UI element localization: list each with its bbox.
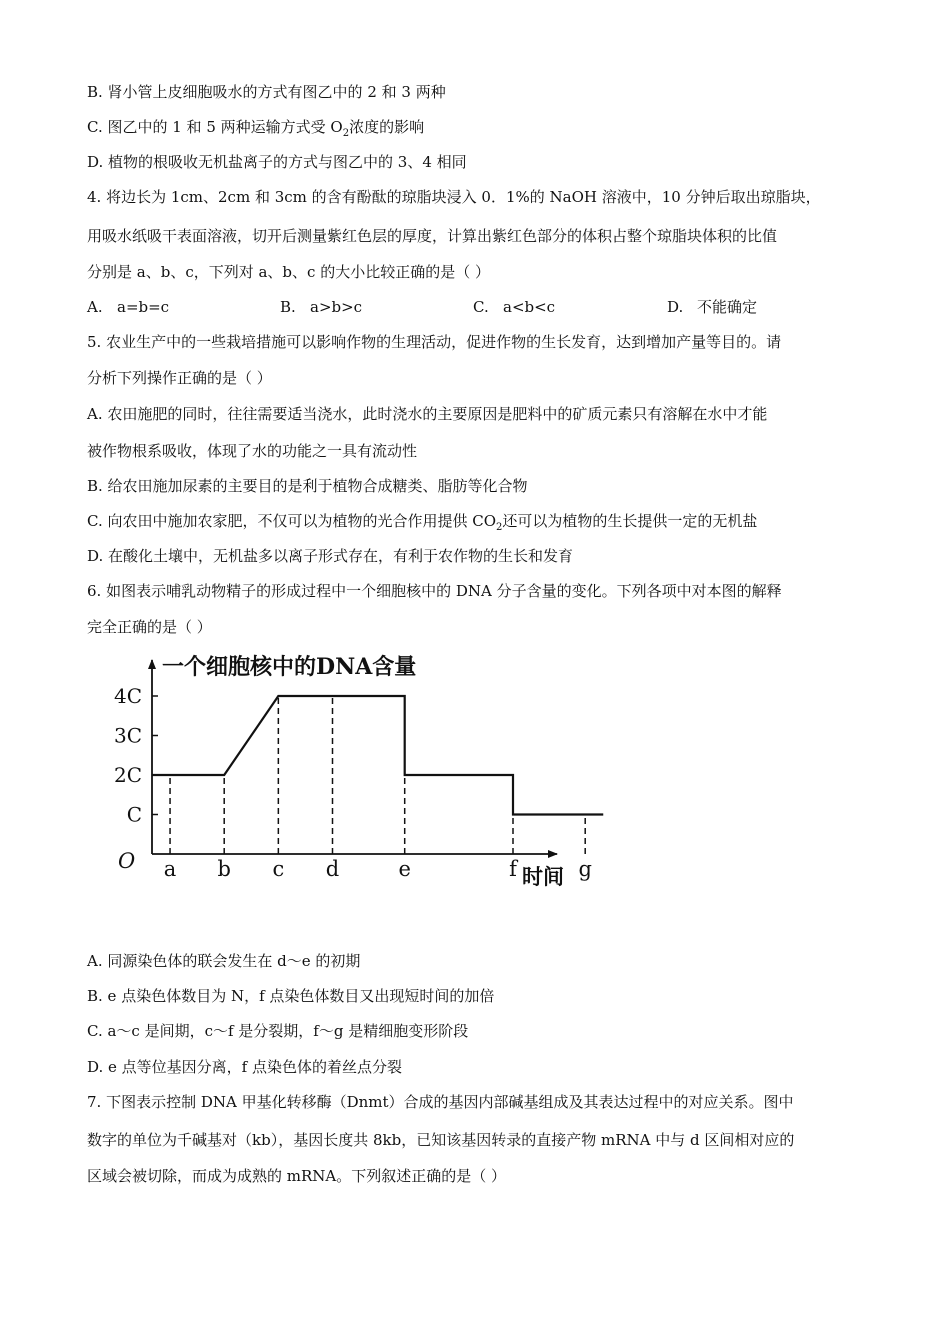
- x-axis-label: 时间: [522, 864, 564, 889]
- y-tick-label-2C: 2C: [113, 763, 142, 787]
- q4-option-d-label: D.: [667, 298, 684, 316]
- q4-option-c-text: a<b<c: [503, 298, 556, 316]
- q4-option-d: [667, 297, 757, 317]
- q4-stem-line3: 分别是 a、b、c，下列对 a、b、c 的大小比较正确的是（ ）: [87, 263, 490, 281]
- q4-stem-line1: 4. 将边长为 1cm、2cm 和 3cm 的含有酚酞的琼脂块浸入 0．1%的 NaOH 溶液中，10 分钟后取出琼脂块，: [87, 188, 821, 206]
- x-tick-label-c: c: [272, 857, 285, 881]
- q3-option-c: [87, 117, 424, 137]
- q4-option-a: [87, 297, 169, 317]
- q5-option-a-line2: 被作物根系吸收，体现了水的功能之一具有流动性: [87, 442, 418, 460]
- chart-title: 一个细胞核中的DNA含量: [162, 654, 417, 680]
- q4-option-d-text: 不能确定: [697, 298, 758, 316]
- q5-option-c-text: C. 向农田中施加农家肥，不仅可以为植物的光合作用提供 CO: [87, 512, 497, 530]
- x-tick-label-a: a: [163, 857, 177, 881]
- q3-option-b: B. 肾小管上皮细胞吸水的方式有图乙中的 2 和 3 两种: [87, 83, 446, 101]
- dna-content-line: [152, 696, 603, 815]
- q7-stem-line1: 7. 下图表示控制 DNA 甲基化转移酶（Dnmt）合成的基因内部碱基组成及其表达过程中的对应关系。图中: [87, 1093, 794, 1111]
- q6-option-b: B. e 点染色体数目为 N，f 点染色体数目又出现短时间的加倍: [87, 987, 495, 1005]
- q5-option-c: [87, 511, 757, 531]
- q4-option-b: [280, 297, 362, 317]
- q4-option-a-text: a=b=c: [117, 298, 170, 316]
- q6-stem-line1: 6. 如图表示哺乳动物精子的形成过程中一个细胞核中的 DNA 分子含量的变化。下列各项中对本图的解释: [87, 582, 782, 600]
- q6-option-c: C. a～c 是间期，c～f 是分裂期，f～g 是精细胞变形阶段: [87, 1022, 469, 1040]
- x-tick-label-b: b: [217, 857, 231, 881]
- dna-content-chart: [95, 648, 592, 898]
- q3-option-c-subscript: 2: [342, 128, 350, 139]
- q5-option-d: D. 在酸化土壤中，无机盐多以离子形式存在，有利于农作物的生长和发育: [87, 547, 574, 565]
- q4-option-b-text: a>b>c: [310, 298, 363, 316]
- q5-option-c-subscript: 2: [496, 522, 503, 533]
- x-tick-label-g: g: [578, 857, 592, 881]
- q5-option-a-line1: A. 农田施肥的同时，往往需要适当浇水，此时浇水的主要原因是肥料中的矿质元素只有溶解在水中才能: [87, 405, 768, 423]
- q3-option-c-text: C. 图乙中的 1 和 5 两种运输方式受 O: [87, 118, 343, 136]
- origin-label: O: [118, 849, 136, 873]
- q5-stem-line1: 5. 农业生产中的一些栽培措施可以影响作物的生理活动，促进作物的生长发育，达到增加产量等目的。请: [87, 333, 782, 351]
- q5-stem-line2: 分析下列操作正确的是（ ）: [87, 369, 272, 387]
- q4-option-b-label: B.: [280, 298, 296, 316]
- q6-option-d: D. e 点等位基因分离，f 点染色体的着丝点分裂: [87, 1058, 402, 1076]
- q4-option-c-label: C.: [473, 298, 489, 316]
- y-tick-label-4C: 4C: [113, 684, 142, 708]
- q3-option-d: D. 植物的根吸收无机盐离子的方式与图乙中的 3、4 相同: [87, 153, 467, 171]
- q5-option-b: B. 给农田施加尿素的主要目的是利于植物合成糖类、脂肪等化合物: [87, 477, 528, 495]
- q4-option-c: [473, 297, 555, 317]
- q7-stem-line3: 区域会被切除，而成为成熟的 mRNA。下列叙述正确的是（ ）: [87, 1167, 507, 1185]
- x-tick-label-d: d: [325, 857, 340, 881]
- x-tick-label-f: f: [509, 857, 517, 881]
- q4-option-a-label: A.: [87, 298, 103, 316]
- q3-option-c-text-end: 浓度的影响: [349, 118, 425, 136]
- q4-stem-line2: 用吸水纸吸干表面溶液，切开后测量紫红色层的厚度，计算出紫红色部分的体积占整个琼脂块体积的比值: [87, 227, 778, 245]
- q6-option-a: A. 同源染色体的联会发生在 d～e 的初期: [87, 952, 361, 970]
- q5-option-c-text-end: 还可以为植物的生长提供一定的无机盐: [502, 512, 758, 530]
- q6-stem-line2: 完全正确的是（ ）: [87, 618, 212, 636]
- y-tick-label-3C: 3C: [113, 723, 142, 748]
- x-tick-label-e: e: [398, 857, 411, 881]
- chart-plot-layer: [114, 654, 603, 889]
- y-tick-label-C: C: [126, 802, 142, 827]
- q7-stem-line2: 数字的单位为千碱基对（kb），基因长度共 8kb，已知该基因转录的直接产物 mRNA 中与 d 区间相对应的: [87, 1131, 795, 1149]
